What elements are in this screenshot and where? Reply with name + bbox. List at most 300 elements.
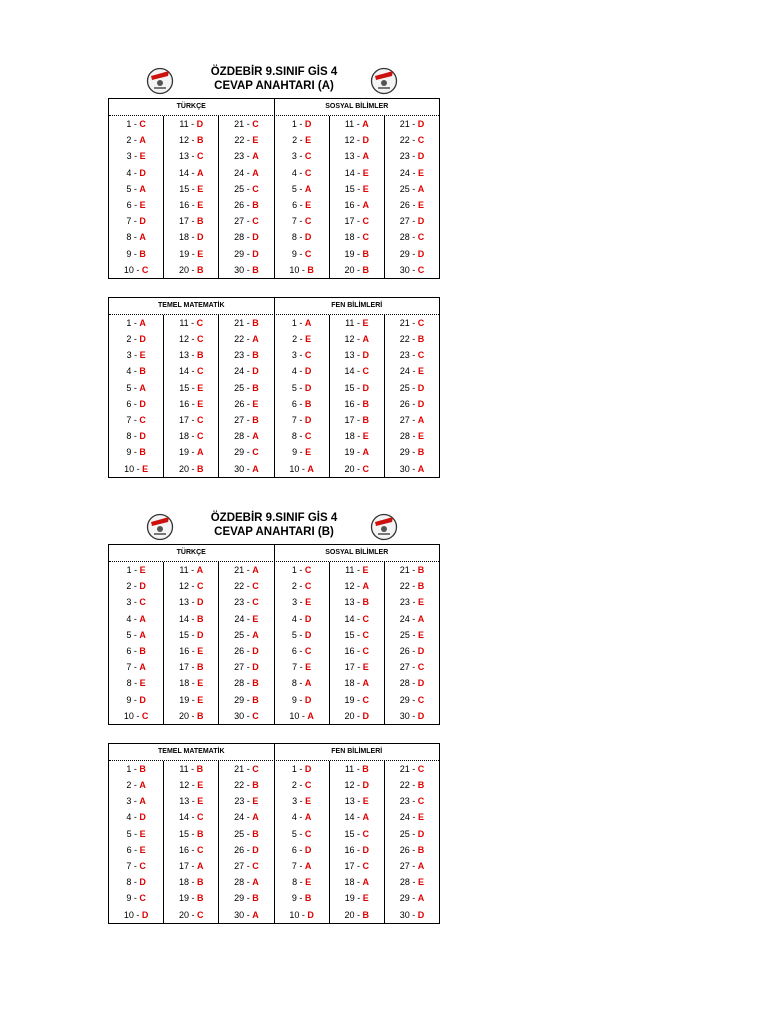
answer-cell: 13 - B xyxy=(344,597,370,608)
answer-letter: B xyxy=(197,893,204,904)
answer-cell: 20 - B xyxy=(344,909,370,920)
answer-letter: A xyxy=(252,151,259,162)
question-number: 23 xyxy=(399,597,410,608)
answer-letter: A xyxy=(196,565,204,575)
answer-letter: A xyxy=(252,167,259,178)
question-number: 24 xyxy=(234,366,245,377)
answer-cell: 24 - E xyxy=(399,366,424,377)
answer-letter: E xyxy=(252,398,259,409)
question-number: 13 xyxy=(344,597,355,608)
answer-letter: B xyxy=(197,216,204,227)
answer-letter: A xyxy=(362,199,370,210)
answer-letter: B xyxy=(307,264,314,275)
answer-cell: 21 - A xyxy=(234,565,259,575)
answer-cell: 22 - B xyxy=(399,334,425,345)
answer-cell: 30 - C xyxy=(234,710,259,721)
answer-letter: D xyxy=(141,909,149,920)
answer-letter: B xyxy=(252,415,259,425)
answer-letter: A xyxy=(252,463,259,474)
question-number: 4 xyxy=(126,366,132,377)
answer-letter: B xyxy=(139,645,146,656)
question-number: 10 xyxy=(123,264,134,275)
answer-letter: C xyxy=(252,216,259,227)
question-number: 14 xyxy=(179,812,190,823)
question-number: 11 xyxy=(179,565,189,575)
question-number: 6 xyxy=(291,645,297,656)
question-number: 26 xyxy=(399,645,410,656)
answer-cell: 15 - E xyxy=(344,183,369,194)
answer-cell: 14 - C xyxy=(179,812,204,823)
answer-cell: 11 - A xyxy=(344,119,369,129)
question-number: 25 xyxy=(234,828,245,839)
answer-cell: 30 - C xyxy=(399,264,425,275)
question-number: 22 xyxy=(234,780,245,791)
answer-letter: A xyxy=(252,431,259,442)
answer-column xyxy=(274,761,329,923)
answer-cell: 25 - B xyxy=(234,828,259,839)
answer-cell: 10 - A xyxy=(289,463,314,474)
answer-letter: D xyxy=(417,909,425,920)
question-number: 20 xyxy=(344,264,355,275)
question-number: 11 xyxy=(179,317,189,328)
question-number: 25 xyxy=(399,828,410,839)
answer-letter: E xyxy=(197,694,204,705)
answer-cell: 1 - E xyxy=(126,565,146,575)
answer-letter: D xyxy=(417,398,425,409)
answer-cell: 27 - C xyxy=(234,216,259,227)
question-number: 3 xyxy=(126,350,132,361)
question-number: 23 xyxy=(234,597,245,608)
question-number: 9 xyxy=(126,694,132,705)
question-number: 22 xyxy=(399,334,410,345)
answer-letter: C xyxy=(139,893,146,904)
answer-column xyxy=(218,562,273,724)
answer-letter: C xyxy=(139,119,146,129)
answer-letter: A xyxy=(252,565,259,575)
answer-letter: C xyxy=(304,581,312,592)
answer-column xyxy=(329,116,384,278)
answer-letter: B xyxy=(197,350,204,361)
question-number: 24 xyxy=(399,366,410,377)
question-number: 29 xyxy=(234,893,245,904)
answer-cell: 29 - D xyxy=(399,248,425,259)
answer-key-table xyxy=(108,544,440,725)
answer-column xyxy=(163,116,218,278)
answer-cell: 13 - A xyxy=(344,151,370,162)
answer-letter: B xyxy=(417,447,425,458)
question-number: 1 xyxy=(126,119,132,129)
question-number: 4 xyxy=(126,167,132,178)
question-number: 2 xyxy=(126,780,132,791)
subject-header: TEMEL MATEMATİK xyxy=(158,301,225,309)
answer-cell: 25 - B xyxy=(234,382,259,393)
question-number: 22 xyxy=(234,334,245,345)
question-number: 8 xyxy=(292,877,298,888)
question-number: 18 xyxy=(344,431,355,442)
question-number: 24 xyxy=(234,167,245,178)
question-number: 22 xyxy=(234,581,245,592)
question-number: 10 xyxy=(124,463,135,474)
answer-grid xyxy=(109,761,439,923)
question-number: 18 xyxy=(179,678,190,689)
answer-letter: B xyxy=(362,597,370,608)
answer-column xyxy=(163,761,218,923)
answer-cell: 6 - E xyxy=(126,844,146,855)
answer-cell: 26 - E xyxy=(399,199,424,210)
question-number: 26 xyxy=(234,199,245,210)
answer-letter: D xyxy=(417,645,425,656)
question-number: 6 xyxy=(291,844,297,855)
answer-cell: 21 - C xyxy=(234,119,259,129)
question-number: 3 xyxy=(126,151,132,162)
question-number: 7 xyxy=(292,662,298,673)
question-number: 27 xyxy=(399,415,410,425)
answer-cell: 7 - A xyxy=(126,662,146,673)
question-number: 20 xyxy=(179,264,190,275)
question-number: 20 xyxy=(179,710,190,721)
answer-letter: D xyxy=(417,382,425,393)
answer-letter: E xyxy=(417,812,424,823)
answer-cell: 12 - C xyxy=(179,334,204,345)
question-number: 19 xyxy=(344,248,355,259)
answer-cell: 8 - D xyxy=(126,877,146,888)
subject-header-row xyxy=(109,99,439,116)
answer-letter: D xyxy=(197,629,204,640)
question-number: 23 xyxy=(234,796,245,807)
answer-cell: 24 - D xyxy=(234,366,259,377)
answer-grid xyxy=(109,116,439,278)
answer-cell: 5 - A xyxy=(126,382,146,393)
answer-cell: 22 - A xyxy=(234,334,259,345)
answer-cell: 4 - A xyxy=(291,812,312,823)
answer-cell: 8 - C xyxy=(291,431,312,442)
title-line-2: CEVAP ANAHTARI (B) xyxy=(214,525,334,538)
answer-cell: 4 - B xyxy=(126,366,146,377)
answer-cell: 11 - E xyxy=(345,317,369,328)
answer-cell: 30 - A xyxy=(399,463,425,474)
answer-cell: 2 - E xyxy=(292,135,312,146)
answer-letter: A xyxy=(252,334,259,345)
answer-cell: 17 - A xyxy=(179,861,204,871)
answer-cell: 2 - C xyxy=(291,780,312,791)
answer-cell: 14 - C xyxy=(344,613,370,624)
answer-cell: 20 - B xyxy=(179,264,204,275)
answer-letter: B xyxy=(197,710,204,721)
answer-letter: D xyxy=(417,678,425,689)
answer-letter: D xyxy=(252,366,259,377)
question-number: 13 xyxy=(179,350,190,361)
answer-letter: B xyxy=(362,264,370,275)
answer-cell: 27 - D xyxy=(234,662,259,673)
answer-cell: 19 - B xyxy=(344,248,370,259)
answer-cell: 1 - C xyxy=(126,119,146,129)
answer-cell: 7 - C xyxy=(126,861,146,871)
question-number: 12 xyxy=(344,780,355,791)
answer-letter: D xyxy=(417,151,425,162)
answer-cell: 22 - B xyxy=(234,780,259,791)
answer-letter: D xyxy=(252,844,259,855)
answer-letter: B xyxy=(304,893,312,904)
question-number: 17 xyxy=(344,216,355,227)
question-number: 17 xyxy=(179,662,190,673)
answer-cell: 6 - E xyxy=(292,199,312,210)
answer-letter: E xyxy=(417,167,424,178)
answer-cell: 14 - A xyxy=(179,167,204,178)
answer-cell: 2 - D xyxy=(126,581,146,592)
answer-cell: 14 - E xyxy=(344,167,369,178)
answer-letter: C xyxy=(362,463,370,474)
question-number: 24 xyxy=(399,812,410,823)
answer-cell: 7 - E xyxy=(292,662,312,673)
answer-letter: C xyxy=(252,447,259,458)
answer-cell: 28 - D xyxy=(399,678,425,689)
answer-letter: E xyxy=(139,151,146,162)
answer-letter: A xyxy=(417,415,425,425)
answer-cell: 23 - A xyxy=(234,151,259,162)
question-number: 14 xyxy=(344,812,355,823)
question-number: 19 xyxy=(344,447,355,458)
answer-letter: A xyxy=(197,447,204,458)
answer-letter: B xyxy=(362,763,369,774)
answer-cell: 20 - D xyxy=(344,710,370,721)
question-number: 2 xyxy=(126,334,132,345)
question-number: 13 xyxy=(344,151,355,162)
question-number: 12 xyxy=(179,581,190,592)
answer-column xyxy=(384,116,439,278)
answer-letter: A xyxy=(139,629,146,640)
question-number: 19 xyxy=(344,694,355,705)
question-number: 28 xyxy=(234,678,245,689)
answer-cell: 12 - D xyxy=(344,780,370,791)
answer-letter: E xyxy=(142,463,149,474)
question-number: 8 xyxy=(291,431,297,442)
answer-cell: 9 - D xyxy=(126,694,146,705)
answer-letter: C xyxy=(417,350,425,361)
answer-cell: 16 - E xyxy=(179,398,204,409)
answer-letter: C xyxy=(417,232,425,243)
answer-letter: D xyxy=(196,119,204,129)
question-number: 12 xyxy=(179,334,190,345)
question-number: 9 xyxy=(126,248,132,259)
answer-cell: 17 - B xyxy=(179,216,204,227)
question-number: 14 xyxy=(179,613,190,624)
question-number: 19 xyxy=(179,694,190,705)
question-number: 6 xyxy=(126,645,132,656)
question-number: 29 xyxy=(399,447,410,458)
question-number: 3 xyxy=(126,796,132,807)
question-number: 16 xyxy=(179,645,190,656)
answer-letter: D xyxy=(417,119,425,129)
answer-letter: D xyxy=(362,780,370,791)
question-number: 16 xyxy=(344,844,355,855)
answer-cell: 8 - D xyxy=(291,232,312,243)
subject-header: SOSYAL BİLİMLER xyxy=(274,545,440,561)
question-number: 15 xyxy=(344,828,355,839)
question-number: 21 xyxy=(234,763,245,774)
answer-column xyxy=(329,562,384,724)
answer-cell: 22 - C xyxy=(234,581,259,592)
answer-letter: C xyxy=(304,645,312,656)
answer-letter: A xyxy=(362,334,370,345)
answer-cell: 15 - C xyxy=(344,828,370,839)
question-number: 13 xyxy=(179,597,190,608)
answer-letter: E xyxy=(362,317,369,328)
answer-letter: A xyxy=(139,183,146,194)
answer-cell: 3 - C xyxy=(291,151,312,162)
question-number: 19 xyxy=(179,447,190,458)
answer-cell: 9 - C xyxy=(126,893,146,904)
answer-cell: 17 - C xyxy=(344,861,370,871)
question-number: 26 xyxy=(399,844,410,855)
answer-letter: B xyxy=(197,463,204,474)
question-number: 4 xyxy=(291,366,297,377)
answer-letter: B xyxy=(139,763,146,774)
question-number: 21 xyxy=(234,317,245,328)
answer-letter: A xyxy=(362,119,369,129)
question-number: 12 xyxy=(179,135,190,146)
question-number: 22 xyxy=(399,581,410,592)
answer-letter: D xyxy=(139,167,146,178)
question-number: 27 xyxy=(399,861,410,871)
answer-letter: E xyxy=(197,382,204,393)
answer-letter: D xyxy=(304,415,312,425)
answer-cell: 25 - E xyxy=(399,629,424,640)
question-number: 26 xyxy=(399,398,410,409)
answer-column xyxy=(274,116,329,278)
answer-cell: 30 - A xyxy=(234,463,259,474)
answer-cell: 2 - A xyxy=(126,135,146,146)
answer-cell: 21 - C xyxy=(399,763,425,774)
answer-cell: 24 - E xyxy=(234,613,259,624)
answer-cell: 28 - A xyxy=(234,877,259,888)
question-number: 1 xyxy=(126,763,132,774)
answer-cell: 27 - C xyxy=(399,662,425,673)
answer-sheet-a xyxy=(108,66,440,478)
answer-cell: 9 - D xyxy=(291,694,312,705)
question-number: 9 xyxy=(291,248,297,259)
question-number: 11 xyxy=(345,317,355,328)
subject-header-row xyxy=(109,298,439,315)
answer-cell: 15 - D xyxy=(179,629,204,640)
answer-letter: D xyxy=(362,135,370,146)
answer-letter: C xyxy=(362,629,370,640)
question-number: 11 xyxy=(179,119,189,129)
question-number: 29 xyxy=(399,248,410,259)
question-number: 2 xyxy=(126,135,132,146)
answer-cell: 27 - A xyxy=(399,415,425,425)
answer-cell: 23 - D xyxy=(399,151,425,162)
answer-letter: C xyxy=(197,415,204,425)
answer-cell: 17 - C xyxy=(344,216,370,227)
question-number: 12 xyxy=(344,135,355,146)
answer-letter: C xyxy=(304,350,312,361)
answer-cell: 18 - A xyxy=(344,678,370,689)
answer-letter: C xyxy=(304,431,312,442)
answer-letter: B xyxy=(417,844,425,855)
answer-letter: D xyxy=(304,119,312,129)
answer-letter: E xyxy=(417,597,424,608)
answer-cell: 27 - B xyxy=(234,415,259,425)
answer-sheet-b xyxy=(108,512,440,924)
answer-cell: 10 - C xyxy=(123,710,149,721)
subject-header-row xyxy=(109,744,439,761)
question-number: 22 xyxy=(399,135,410,146)
answer-letter: A xyxy=(307,463,314,474)
answer-cell: 13 - C xyxy=(179,151,204,162)
answer-column xyxy=(384,315,439,477)
title-line-1: ÖZDEBİR 9.SINIF GİS 4 xyxy=(210,66,338,78)
answer-cell: 24 - E xyxy=(399,812,424,823)
question-number: 19 xyxy=(344,893,355,904)
answer-letter: D xyxy=(417,710,425,721)
answer-letter: A xyxy=(417,463,425,474)
answer-cell: 16 - A xyxy=(344,199,370,210)
answer-cell: 16 - C xyxy=(179,844,204,855)
question-number: 5 xyxy=(291,183,297,194)
question-number: 27 xyxy=(399,662,410,673)
question-number: 10 xyxy=(289,264,300,275)
answer-letter: E xyxy=(362,662,369,673)
question-number: 17 xyxy=(179,415,190,425)
answer-cell: 2 - A xyxy=(126,780,146,791)
question-number: 8 xyxy=(126,431,132,442)
answer-letter: D xyxy=(304,232,312,243)
answer-letter: C xyxy=(197,431,204,442)
question-number: 27 xyxy=(234,861,245,871)
answer-letter: E xyxy=(417,199,424,210)
answer-cell: 15 - D xyxy=(344,382,370,393)
question-number: 24 xyxy=(234,812,245,823)
answer-cell: 18 - A xyxy=(344,877,370,888)
answer-letter: D xyxy=(304,613,312,624)
answer-cell: 7 - D xyxy=(291,415,312,425)
answer-cell: 29 - B xyxy=(234,893,259,904)
answer-letter: A xyxy=(252,812,259,823)
answer-letter: B xyxy=(252,264,259,275)
answer-letter: C xyxy=(252,710,259,721)
answer-cell: 4 - C xyxy=(291,167,312,178)
answer-column xyxy=(109,761,163,923)
answer-cell: 19 - C xyxy=(344,694,370,705)
answer-cell: 18 - B xyxy=(179,877,204,888)
answer-cell: 19 - B xyxy=(179,893,204,904)
answer-letter: E xyxy=(139,565,146,575)
subject-header: SOSYAL BİLİMLER xyxy=(274,99,440,115)
answer-column xyxy=(274,562,329,724)
question-number: 18 xyxy=(344,678,355,689)
answer-cell: 16 - C xyxy=(344,645,370,656)
answer-letter: E xyxy=(139,199,146,210)
answer-cell: 24 - A xyxy=(399,613,425,624)
answer-letter: D xyxy=(252,232,259,243)
question-number: 15 xyxy=(179,382,190,393)
answer-letter: A xyxy=(139,796,146,807)
answer-letter: C xyxy=(252,581,259,592)
answer-letter: C xyxy=(139,861,146,871)
answer-cell: 25 - A xyxy=(399,183,425,194)
question-number: 8 xyxy=(291,232,297,243)
answer-letter: B xyxy=(139,366,146,377)
answer-letter: D xyxy=(362,710,370,721)
answer-cell: 20 - B xyxy=(179,710,204,721)
question-number: 23 xyxy=(399,151,410,162)
question-number: 13 xyxy=(179,796,190,807)
question-number: 13 xyxy=(344,796,355,807)
answer-cell: 19 - E xyxy=(179,694,204,705)
answer-letter: A xyxy=(139,613,146,624)
answer-letter: E xyxy=(417,629,424,640)
answer-letter: A xyxy=(362,812,370,823)
